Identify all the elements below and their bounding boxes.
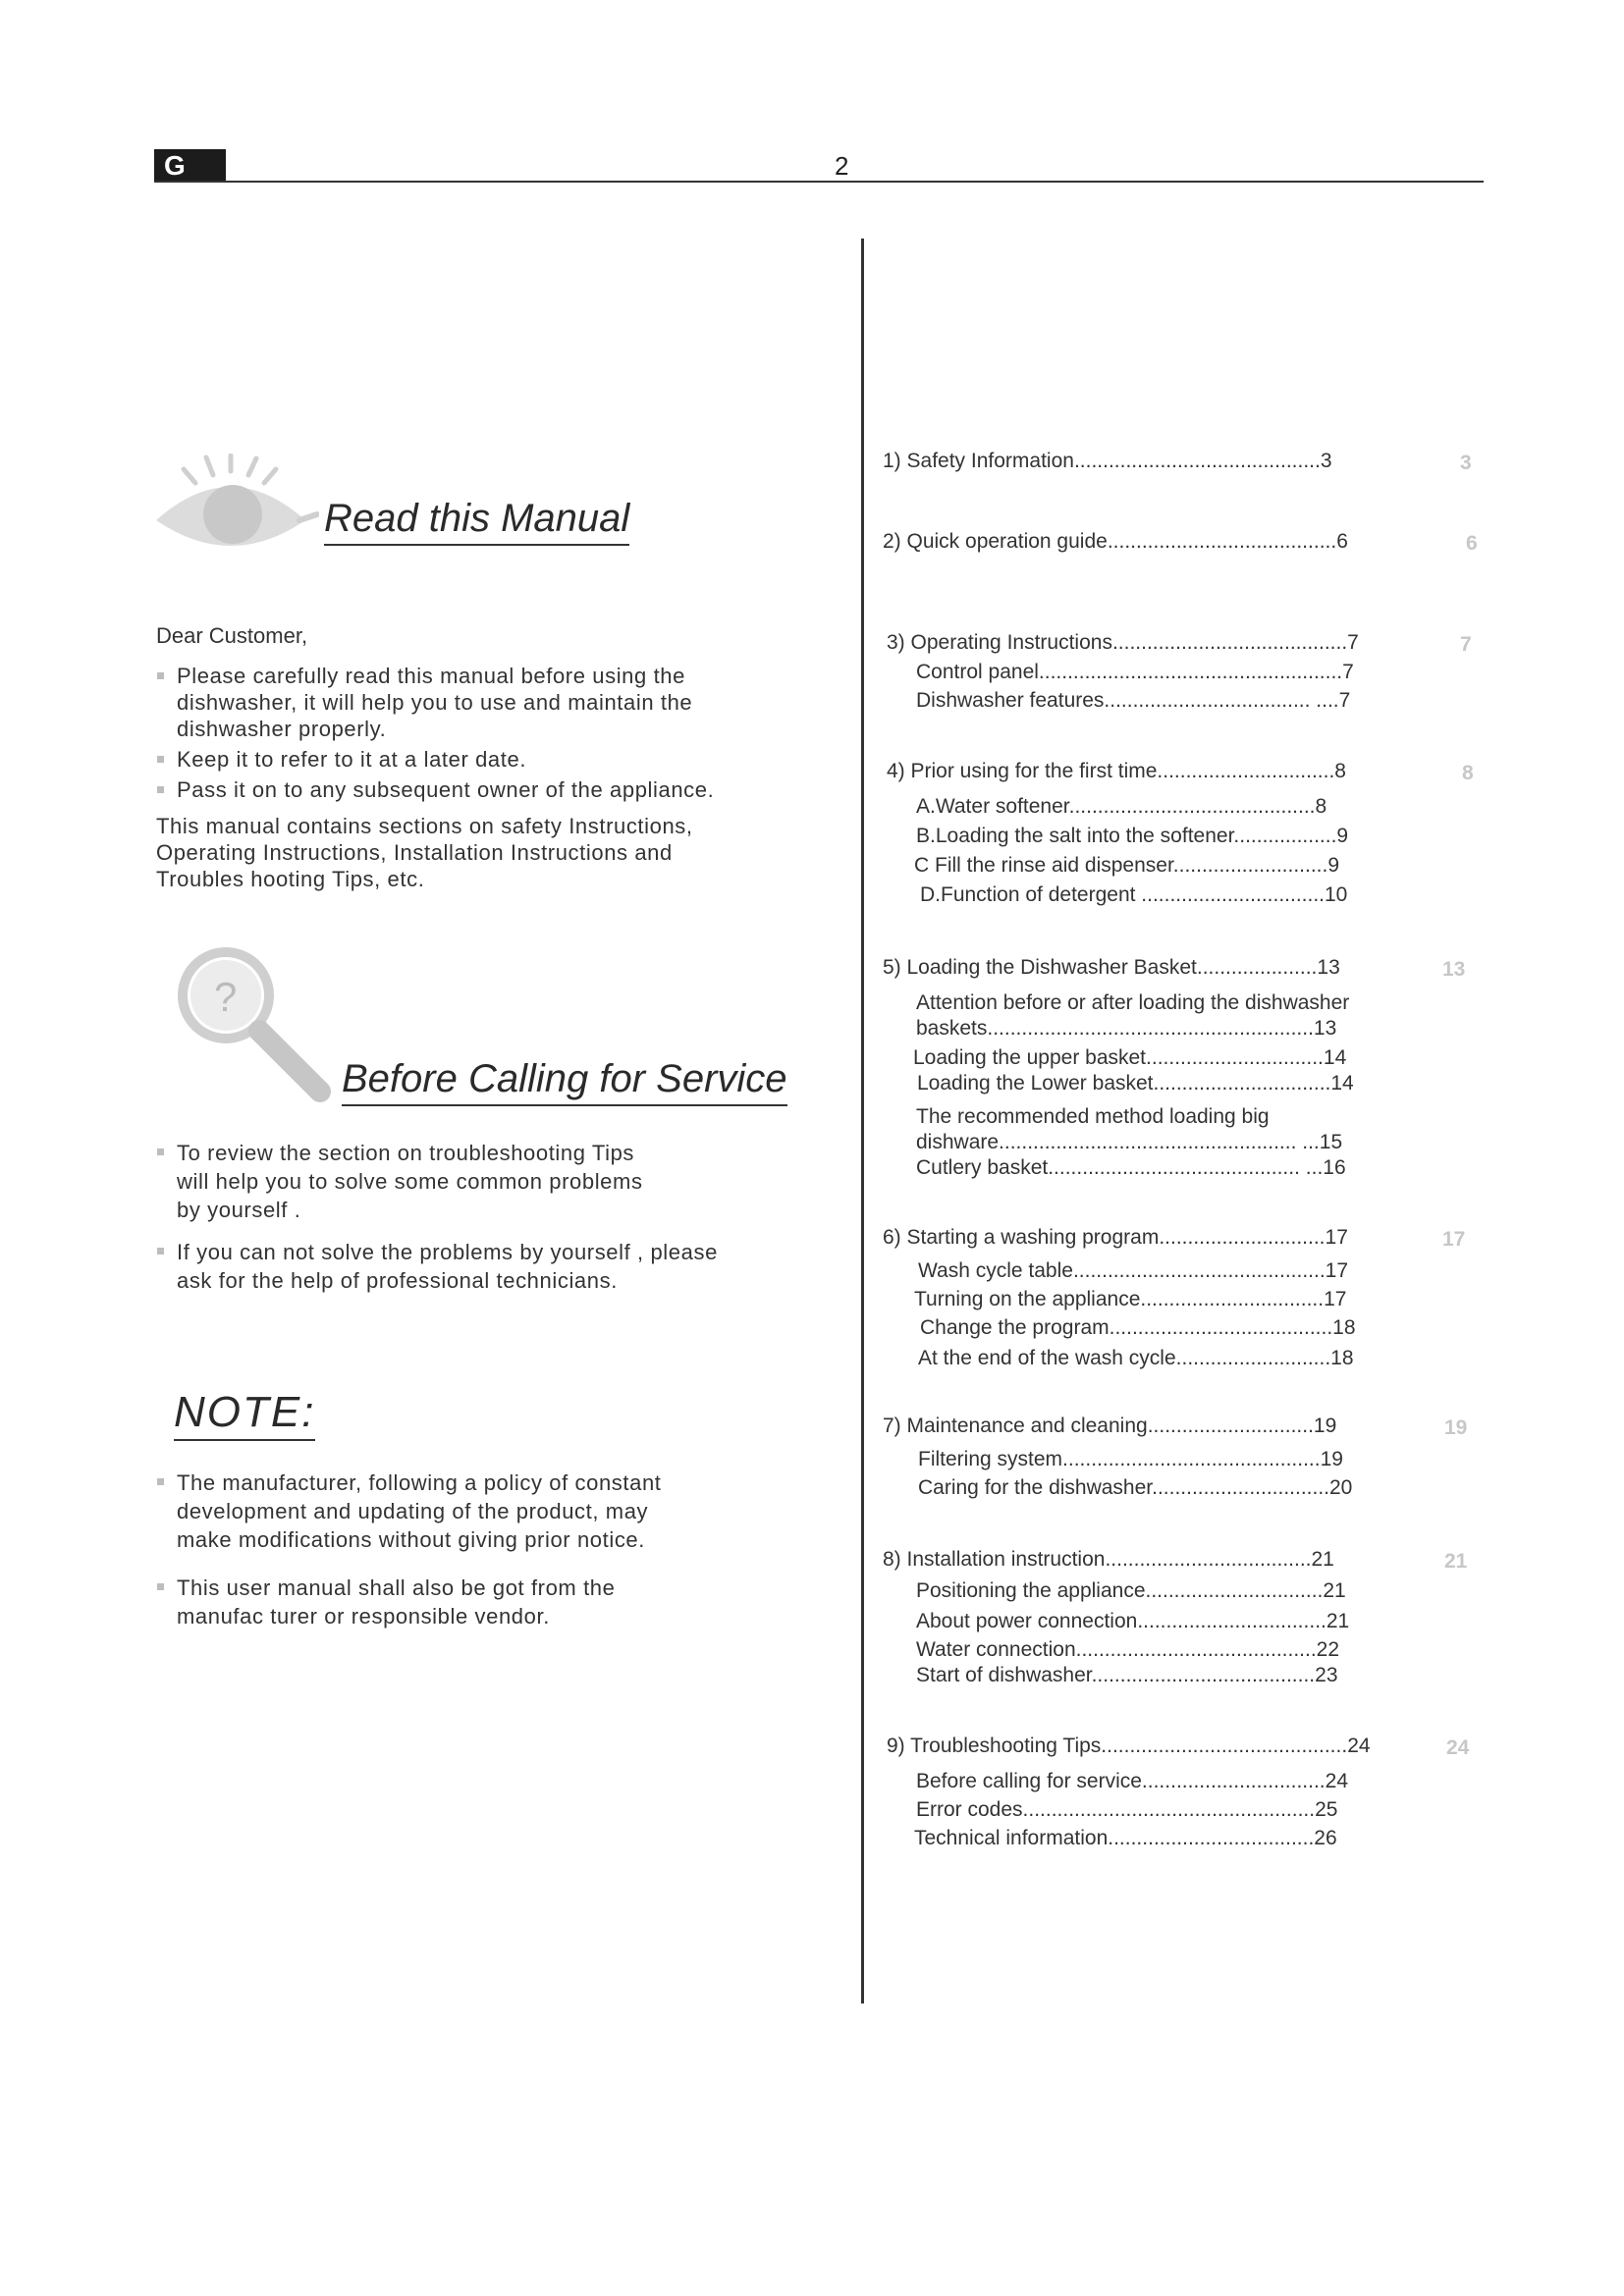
toc-leader: ......................................... xyxy=(1111,631,1348,654)
toc-leader: ..................... xyxy=(1196,956,1318,979)
toc-sub[interactable]: Start of dishwasher.......................................23 xyxy=(916,1664,1338,1686)
toc-sub[interactable]: dishware.................................................... ...15 xyxy=(916,1131,1343,1153)
read-manual-bullets xyxy=(156,663,785,803)
bullet-modifications: The manufacturer, following a policy of constant development and updating of the product, may make modifications without giving prior notice. xyxy=(156,1468,765,1554)
toc-sub[interactable]: Loading the upper basket...............................14 xyxy=(913,1046,1347,1069)
toc-sub[interactable]: Turning on the appliance................................17 xyxy=(914,1288,1347,1310)
toc-page: 21 xyxy=(1311,1548,1334,1571)
toc-sub[interactable]: Attention before or after loading the dishwasher xyxy=(916,991,1350,1014)
magnifier-icon xyxy=(175,944,332,1109)
toc-sub[interactable]: Wash cycle table............................................17 xyxy=(918,1259,1349,1282)
toc-page: 24 xyxy=(1347,1735,1371,1757)
greeting: Dear Customer, xyxy=(156,623,308,648)
toc-page: 13 xyxy=(1317,956,1340,979)
toc-head: 8) Installation instruction xyxy=(883,1548,1106,1571)
read-manual-body xyxy=(156,622,785,892)
toc-ghost-page: 19 xyxy=(1444,1416,1468,1439)
service-body xyxy=(156,1139,765,1295)
toc-head: 9) Troubleshooting Tips xyxy=(887,1735,1102,1757)
toc-page: 3 xyxy=(1320,450,1332,472)
toc-leader: ........................................... xyxy=(1101,1735,1348,1757)
toc-sub[interactable]: About power connection.................................21 xyxy=(916,1610,1350,1632)
manual-summary: This manual contains sections on safety Instructions, Operating Instructions, Installation Instructions and Troubles hooting Tips, etc. xyxy=(156,814,693,891)
toc-page: 7 xyxy=(1347,631,1359,654)
toc-sub[interactable]: Positioning the appliance...............................21 xyxy=(916,1579,1346,1602)
bullet-ask-technicians: If you can not solve the problems by yourself , please ask for the help of professional technicians. xyxy=(156,1238,765,1295)
toc-head: 2) Quick operation guide xyxy=(883,530,1108,553)
note-title: NOTE: xyxy=(174,1388,315,1441)
toc-page: 8 xyxy=(1334,760,1346,782)
toc-ghost-page: 3 xyxy=(1460,452,1472,474)
svg-text:?: ? xyxy=(214,974,238,1020)
header-rule xyxy=(154,181,1484,183)
section-badge: G xyxy=(154,149,226,182)
toc-sub[interactable]: Water connection..........................................22 xyxy=(916,1638,1340,1661)
toc-sub[interactable]: Before calling for service................................24 xyxy=(916,1770,1348,1792)
toc-ghost-page: 21 xyxy=(1444,1550,1468,1573)
bullet-keep: Keep it to refer to it at a later date. xyxy=(156,746,785,773)
toc-sub[interactable]: Filtering system.............................................19 xyxy=(918,1448,1343,1470)
toc-head: 7) Maintenance and cleaning xyxy=(883,1415,1148,1437)
toc-head: 4) Prior using for the first time xyxy=(887,760,1158,782)
note-body xyxy=(156,1468,765,1630)
toc-sub[interactable]: Dishwasher features.................................... ....7 xyxy=(916,689,1351,712)
column-divider xyxy=(861,239,864,2003)
toc-sub[interactable]: B.Loading the salt into the softener..................9 xyxy=(916,825,1349,847)
toc-page: 19 xyxy=(1313,1415,1337,1437)
bullet-read-carefully: Please carefully read this manual before using the dishwasher, it will help you to use and maintain the dishwasher properly. xyxy=(156,663,785,742)
bullet-review-tips: To review the section on troubleshooting Tips will help you to solve some common problems by yourself . xyxy=(156,1139,765,1224)
toc-leader: ............................. xyxy=(1159,1226,1326,1249)
toc-ghost-page: 6 xyxy=(1466,532,1478,555)
toc-sub[interactable]: Cutlery basket............................................ ...16 xyxy=(916,1156,1346,1179)
service-title: Before Calling for Service xyxy=(342,1057,787,1106)
read-manual-title: Read this Manual xyxy=(324,497,629,546)
toc-leader: ........................................... xyxy=(1073,450,1321,472)
eye-icon xyxy=(152,454,319,561)
toc-sub[interactable]: The recommended method loading big xyxy=(916,1105,1270,1128)
toc-sub[interactable]: Control panel.....................................................7 xyxy=(916,661,1354,683)
toc-head: 1) Safety Information xyxy=(883,450,1074,472)
toc-sub[interactable]: Loading the Lower basket...............................14 xyxy=(917,1072,1354,1095)
toc-leader: ............................. xyxy=(1147,1415,1314,1437)
toc-sub[interactable]: baskets.........................................................13 xyxy=(916,1017,1337,1040)
toc-sub[interactable]: D.Function of detergent ................................10 xyxy=(920,883,1348,906)
toc-head: 6) Starting a washing program xyxy=(883,1226,1160,1249)
toc-head: 5) Loading the Dishwasher Basket xyxy=(883,956,1197,979)
toc-leader: ........................................ xyxy=(1107,530,1337,553)
toc-ghost-page: 24 xyxy=(1446,1736,1470,1759)
toc-leader: ............................... xyxy=(1157,760,1335,782)
toc-sub[interactable]: A.Water softener...........................................8 xyxy=(916,795,1327,818)
toc-page: 17 xyxy=(1325,1226,1348,1249)
toc-sub[interactable]: Caring for the dishwasher...............................20 xyxy=(918,1476,1353,1499)
toc-sub[interactable]: Technical information....................................26 xyxy=(914,1827,1337,1849)
toc-head: 3) Operating Instructions xyxy=(887,631,1112,654)
toc-sub[interactable]: At the end of the wash cycle...........................18 xyxy=(918,1347,1354,1369)
page-number: 2 xyxy=(835,151,849,181)
toc-leader: .................................... xyxy=(1105,1548,1312,1571)
toc-sub[interactable]: C Fill the rinse aid dispenser...........................9 xyxy=(914,854,1340,877)
toc-sub[interactable]: Change the program.......................................18 xyxy=(920,1316,1356,1339)
bullet-vendor: This user manual shall also be got from the manufac turer or responsible vendor. xyxy=(156,1574,765,1630)
toc-ghost-page: 13 xyxy=(1442,958,1466,981)
toc-page: 6 xyxy=(1336,530,1348,553)
toc-ghost-page: 8 xyxy=(1462,762,1474,784)
toc-ghost-page: 17 xyxy=(1442,1228,1466,1251)
bullet-pass-on: Pass it on to any subsequent owner of the appliance. xyxy=(156,776,785,803)
toc-sub[interactable]: Error codes...................................................25 xyxy=(916,1798,1338,1821)
toc-ghost-page: 7 xyxy=(1460,633,1472,656)
